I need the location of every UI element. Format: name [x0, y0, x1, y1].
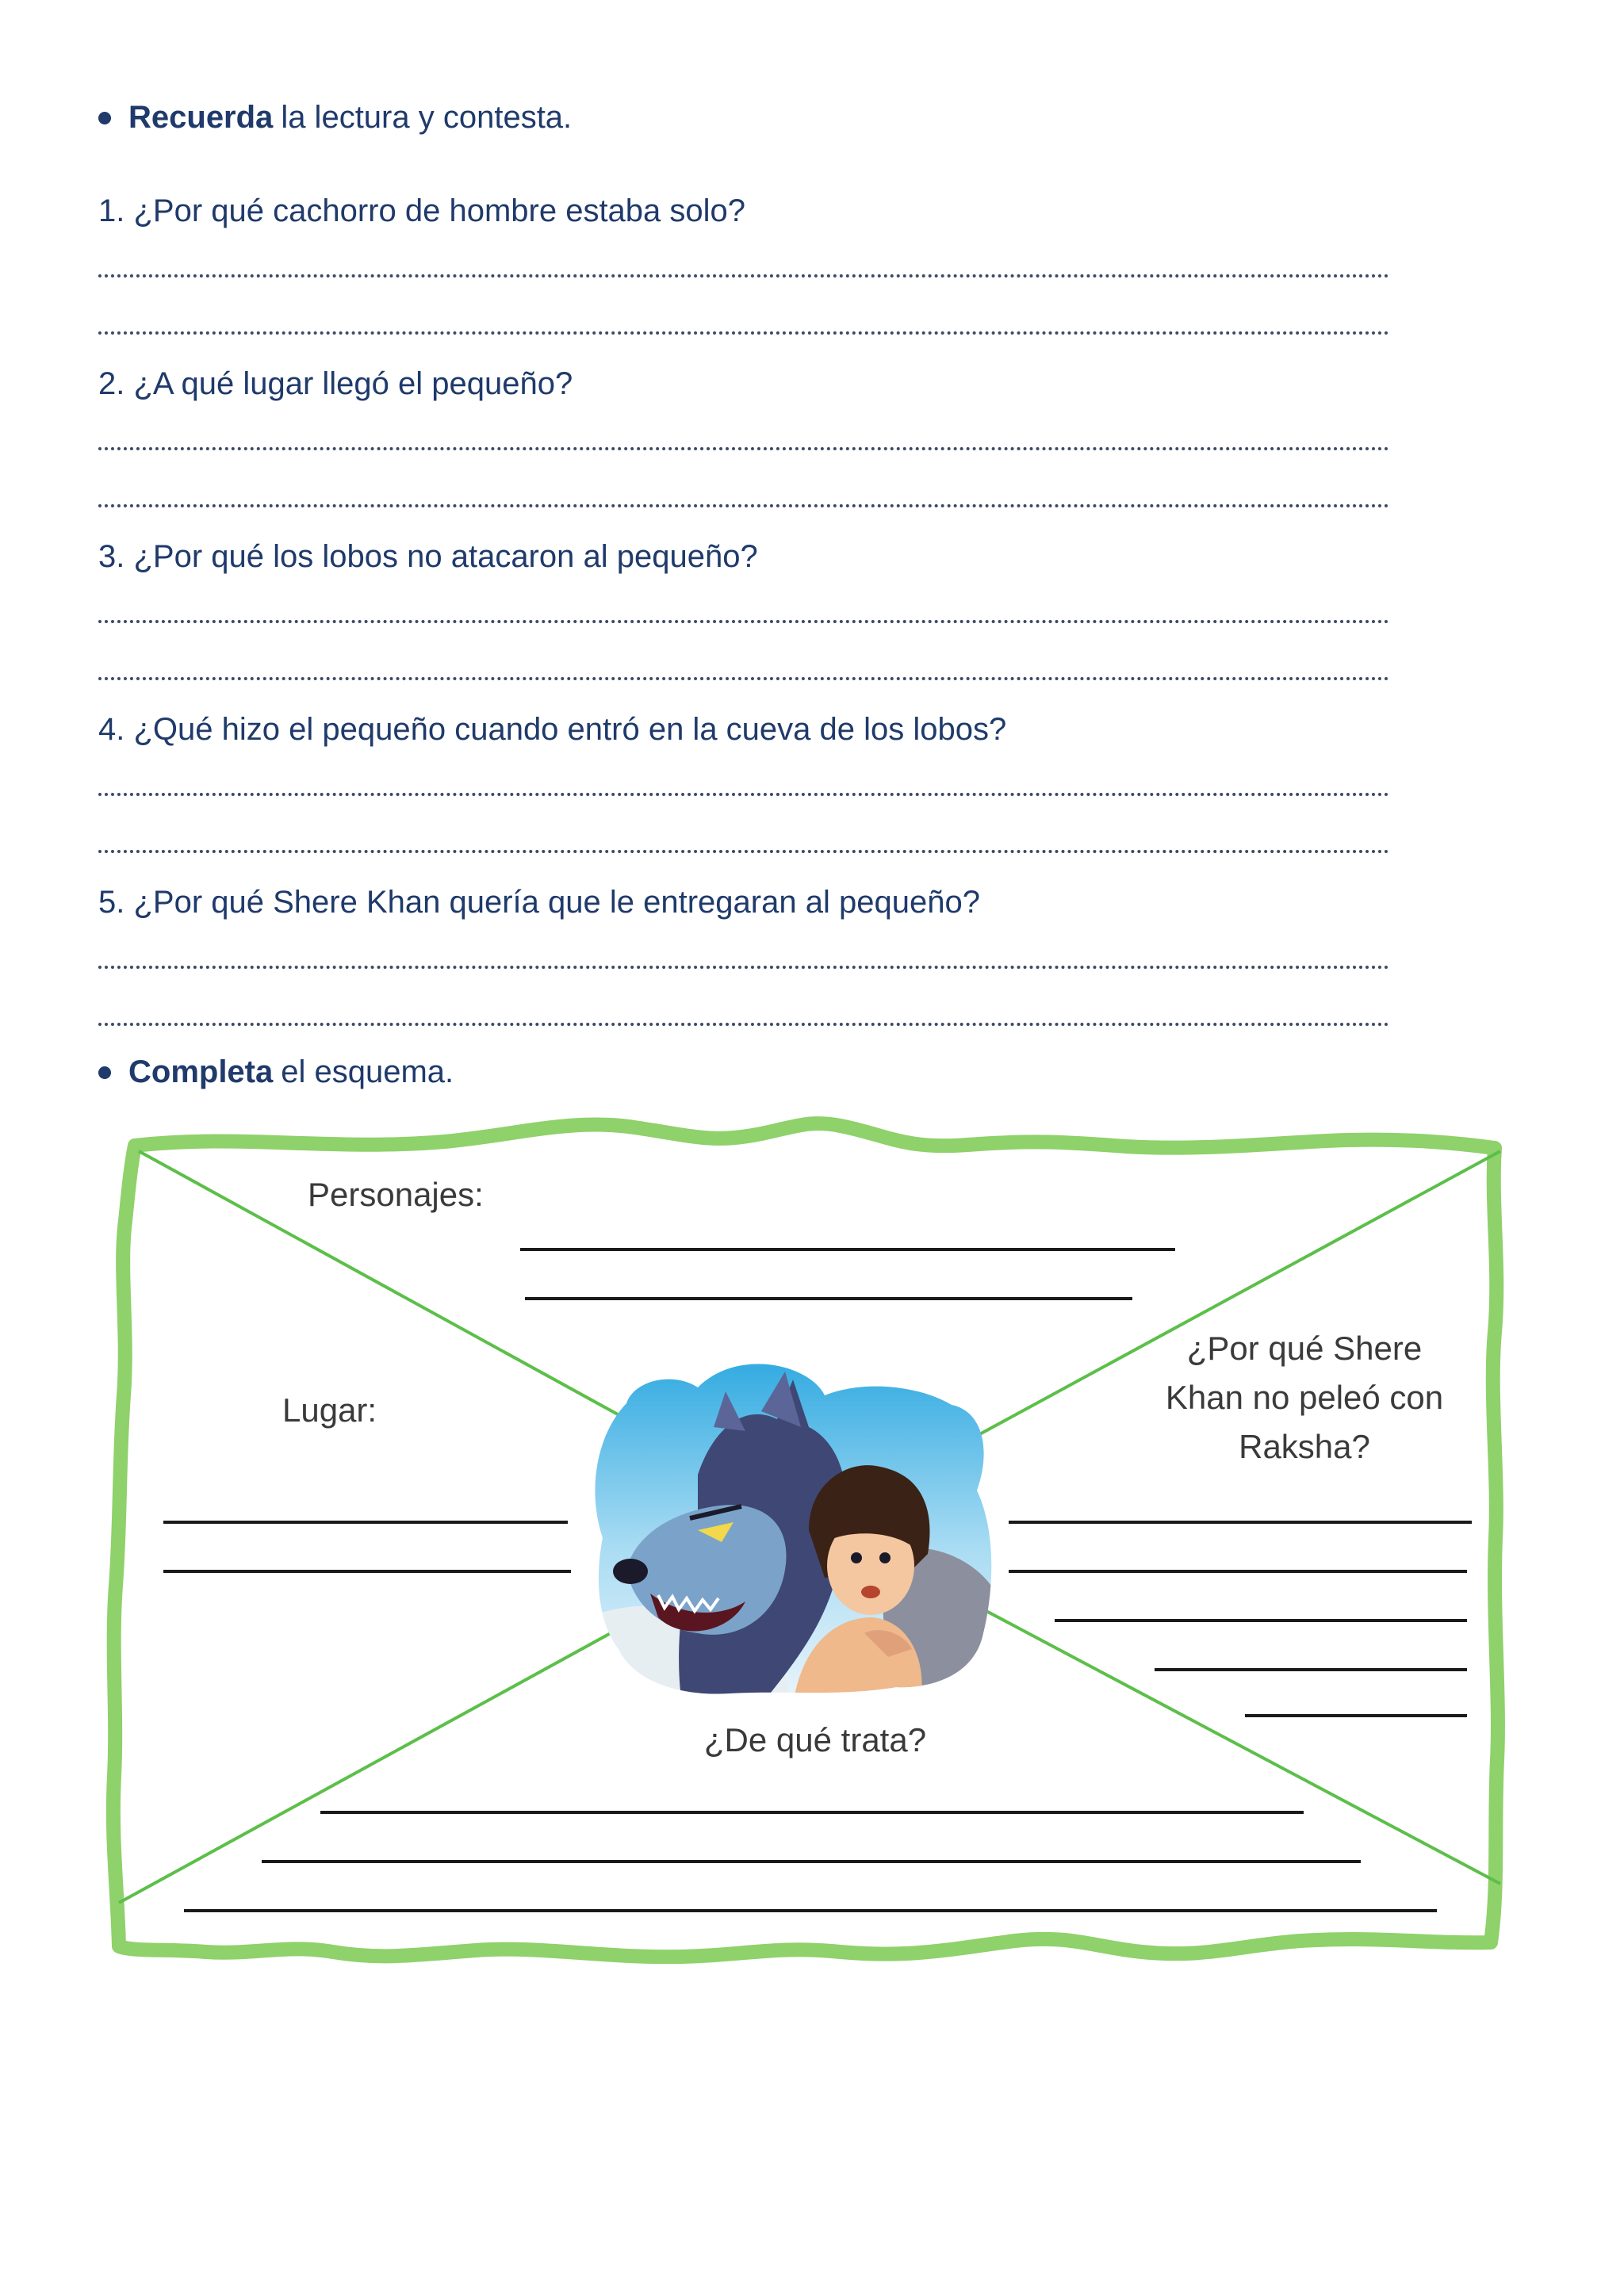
label-por-que [1110, 1324, 1499, 1471]
write-line[interactable] [184, 1909, 1437, 1912]
write-line[interactable] [320, 1811, 1304, 1814]
wolf-boy-illustration [587, 1348, 999, 1712]
write-line[interactable] [520, 1248, 1175, 1251]
instruction-text: la lectura y contesta. [281, 100, 573, 135]
instruction-bold: Completa [128, 1054, 274, 1089]
label-por-que-line: ¿Por qué Shere [1186, 1330, 1423, 1367]
write-line[interactable] [1245, 1714, 1467, 1717]
write-line[interactable] [1155, 1668, 1467, 1671]
write-line[interactable] [1055, 1619, 1467, 1622]
question-1: 1. ¿Por qué cachorro de hombre estaba solo? [98, 193, 746, 228]
instruction-text: el esquema. [281, 1054, 454, 1089]
question-2: 2. ¿A qué lugar llegó el pequeño? [98, 366, 573, 401]
write-line[interactable] [1009, 1570, 1467, 1573]
label-de-que-trata: ¿De qué trata? [703, 1721, 927, 1758]
label-por-que-line: Khan no peleó con [1165, 1379, 1444, 1416]
label-personajes: Personajes: [308, 1176, 484, 1213]
label-por-que-line: Raksha? [1239, 1428, 1370, 1465]
question-5: 5. ¿Por qué Shere Khan quería que le entregaran al pequeño? [98, 885, 980, 920]
question-3: 3. ¿Por qué los lobos no atacaron al pequeño? [98, 539, 758, 574]
write-line[interactable] [163, 1570, 571, 1573]
write-line[interactable] [262, 1860, 1361, 1863]
instruction-bold: Recuerda [128, 100, 274, 135]
write-line[interactable] [163, 1521, 568, 1524]
question-4: 4. ¿Qué hizo el pequeño cuando entró en la cueva de los lobos? [98, 712, 1007, 747]
write-line[interactable] [1009, 1521, 1472, 1524]
label-lugar: Lugar: [282, 1391, 377, 1429]
write-line[interactable] [525, 1297, 1132, 1300]
